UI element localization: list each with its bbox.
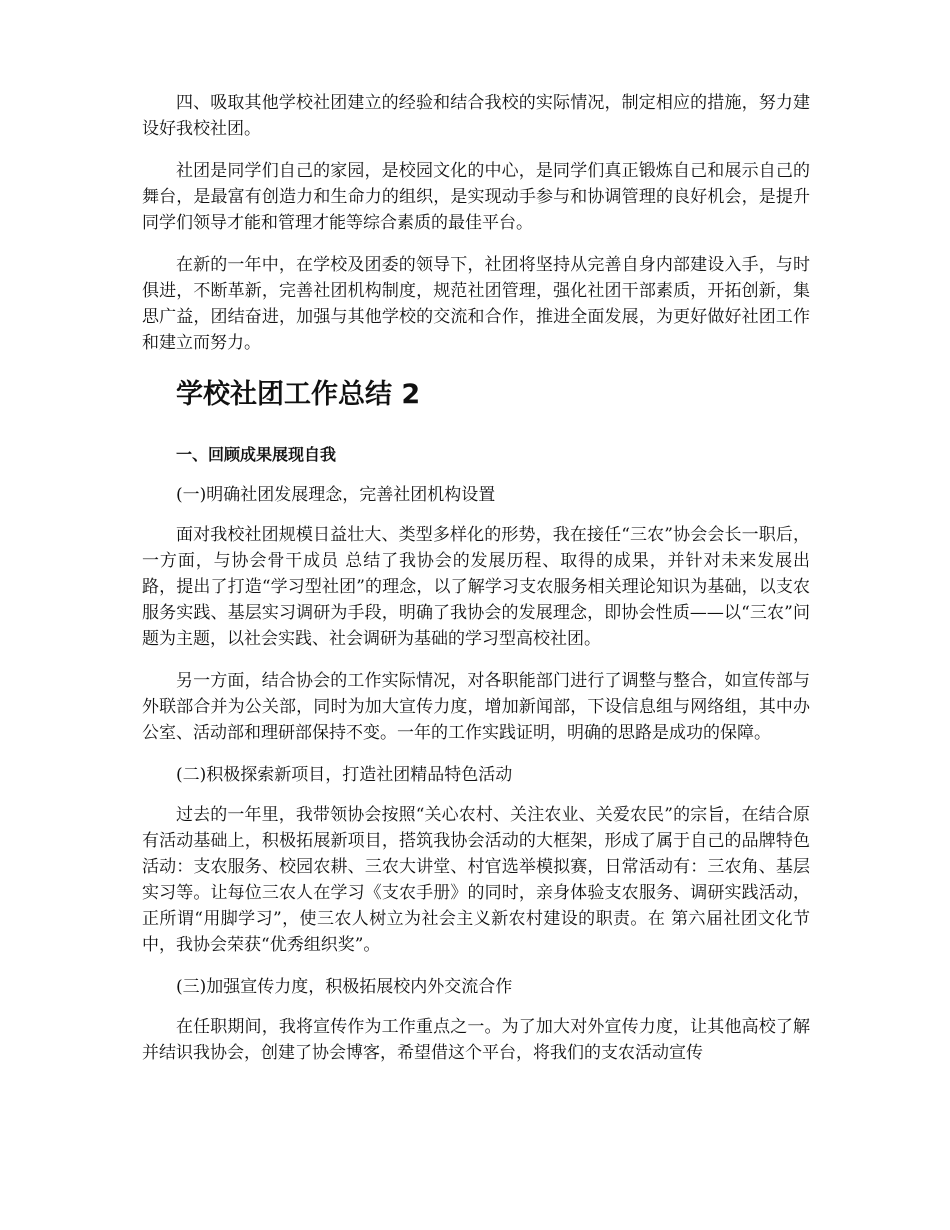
section-title: 学校社团工作总结 2 (176, 379, 421, 410)
paragraph-activities: 过去的一年里，我带领协会按照“关心农村、关注农业、关爱农民”的宗旨，在结合原有活动基础上，积极拓展新项目，搭筑我协会活动的大框架，形成了属于自己的品牌特色活动：支农服务、校园农耕、三农大讲堂、村官选举模拟赛，日常活动有：三农角、基层实习等。让每位三农人在学习《支农手册》的同时，亲身体验支农服务、调研实践活动，正所谓“用脚学习”，使三农人树立为社会主义新农村建设的职责。在 第六届社团文化节中，我协会荣获“优秀组织奖”。 (142, 805, 810, 955)
paragraph-club-home: 社团是同学们自己的家园，是校园文化的中心，是同学们真正锻炼自己和展示自己的舞台，是最富有创造力和生命力的组织，是实现动手参与和协调管理的良好机会，是提升同学们领导才能和管理才能等综合素质的最佳平台。 (142, 161, 810, 233)
paragraph-development: 面对我校社团规模日益壮大、类型多样化的形势，我在接任“三农”协会会长一职后，一方面，与协会骨干成员 总结了我协会的发展历程、取得的成果，并针对未来发展出路，提出了打造“学习型社团”的理念，以了解学习支农服务相关理论知识为基础，以支农服务实践、基层实习调研为手段，明确了我协会的发展理念，即协会性质——以“三农”问题为主题，以社会实践、社会调研为基础的学习型高校社团。 (142, 525, 810, 649)
paragraph-departments: 另一方面，结合协会的工作实际情况，对各职能部门进行了调整与整合，如宣传部与外联部合并为公关部，同时为加大宣传力度，增加新闻部，下设信息组与网络组，其中办公室、活动部和理研部保持不变。一年的工作实践证明，明确的思路是成功的保障。 (142, 671, 810, 743)
subheading-projects: (二)积极探索新项目，打造社团精品特色活动 (176, 765, 513, 785)
paragraph-measures: 四、吸取其他学校社团建立的经验和结合我校的实际情况，制定相应的措施，努力建设好我校社团。 (142, 93, 810, 139)
paragraph-publicity: 在任职期间，我将宣传作为工作重点之一。为了加大对外宣传力度，让其他高校了解并结识我协会，创建了协会博客，希望借这个平台，将我们的支农活动宣传 (142, 1017, 810, 1063)
section-heading-review: 一、回顾成果展现自我 (176, 445, 337, 464)
paragraph-new-year: 在新的一年中，在学校及团委的领导下，社团将坚持从完善自身内部建设入手，与时俱进，不断革新，完善社团机构制度，规范社团管理，强化社团干部素质，开拓创新，集思广益，团结奋进，加强与其他学校的交流和合作，推进全面发展，为更好做好社团工作和建立而努力。 (142, 255, 810, 353)
document-page (142, 90, 810, 1082)
subheading-publicity: (三)加强宣传力度，积极拓展校内外交流合作 (176, 977, 513, 997)
subheading-concept: (一)明确社团发展理念，完善社团机构设置 (176, 485, 496, 505)
